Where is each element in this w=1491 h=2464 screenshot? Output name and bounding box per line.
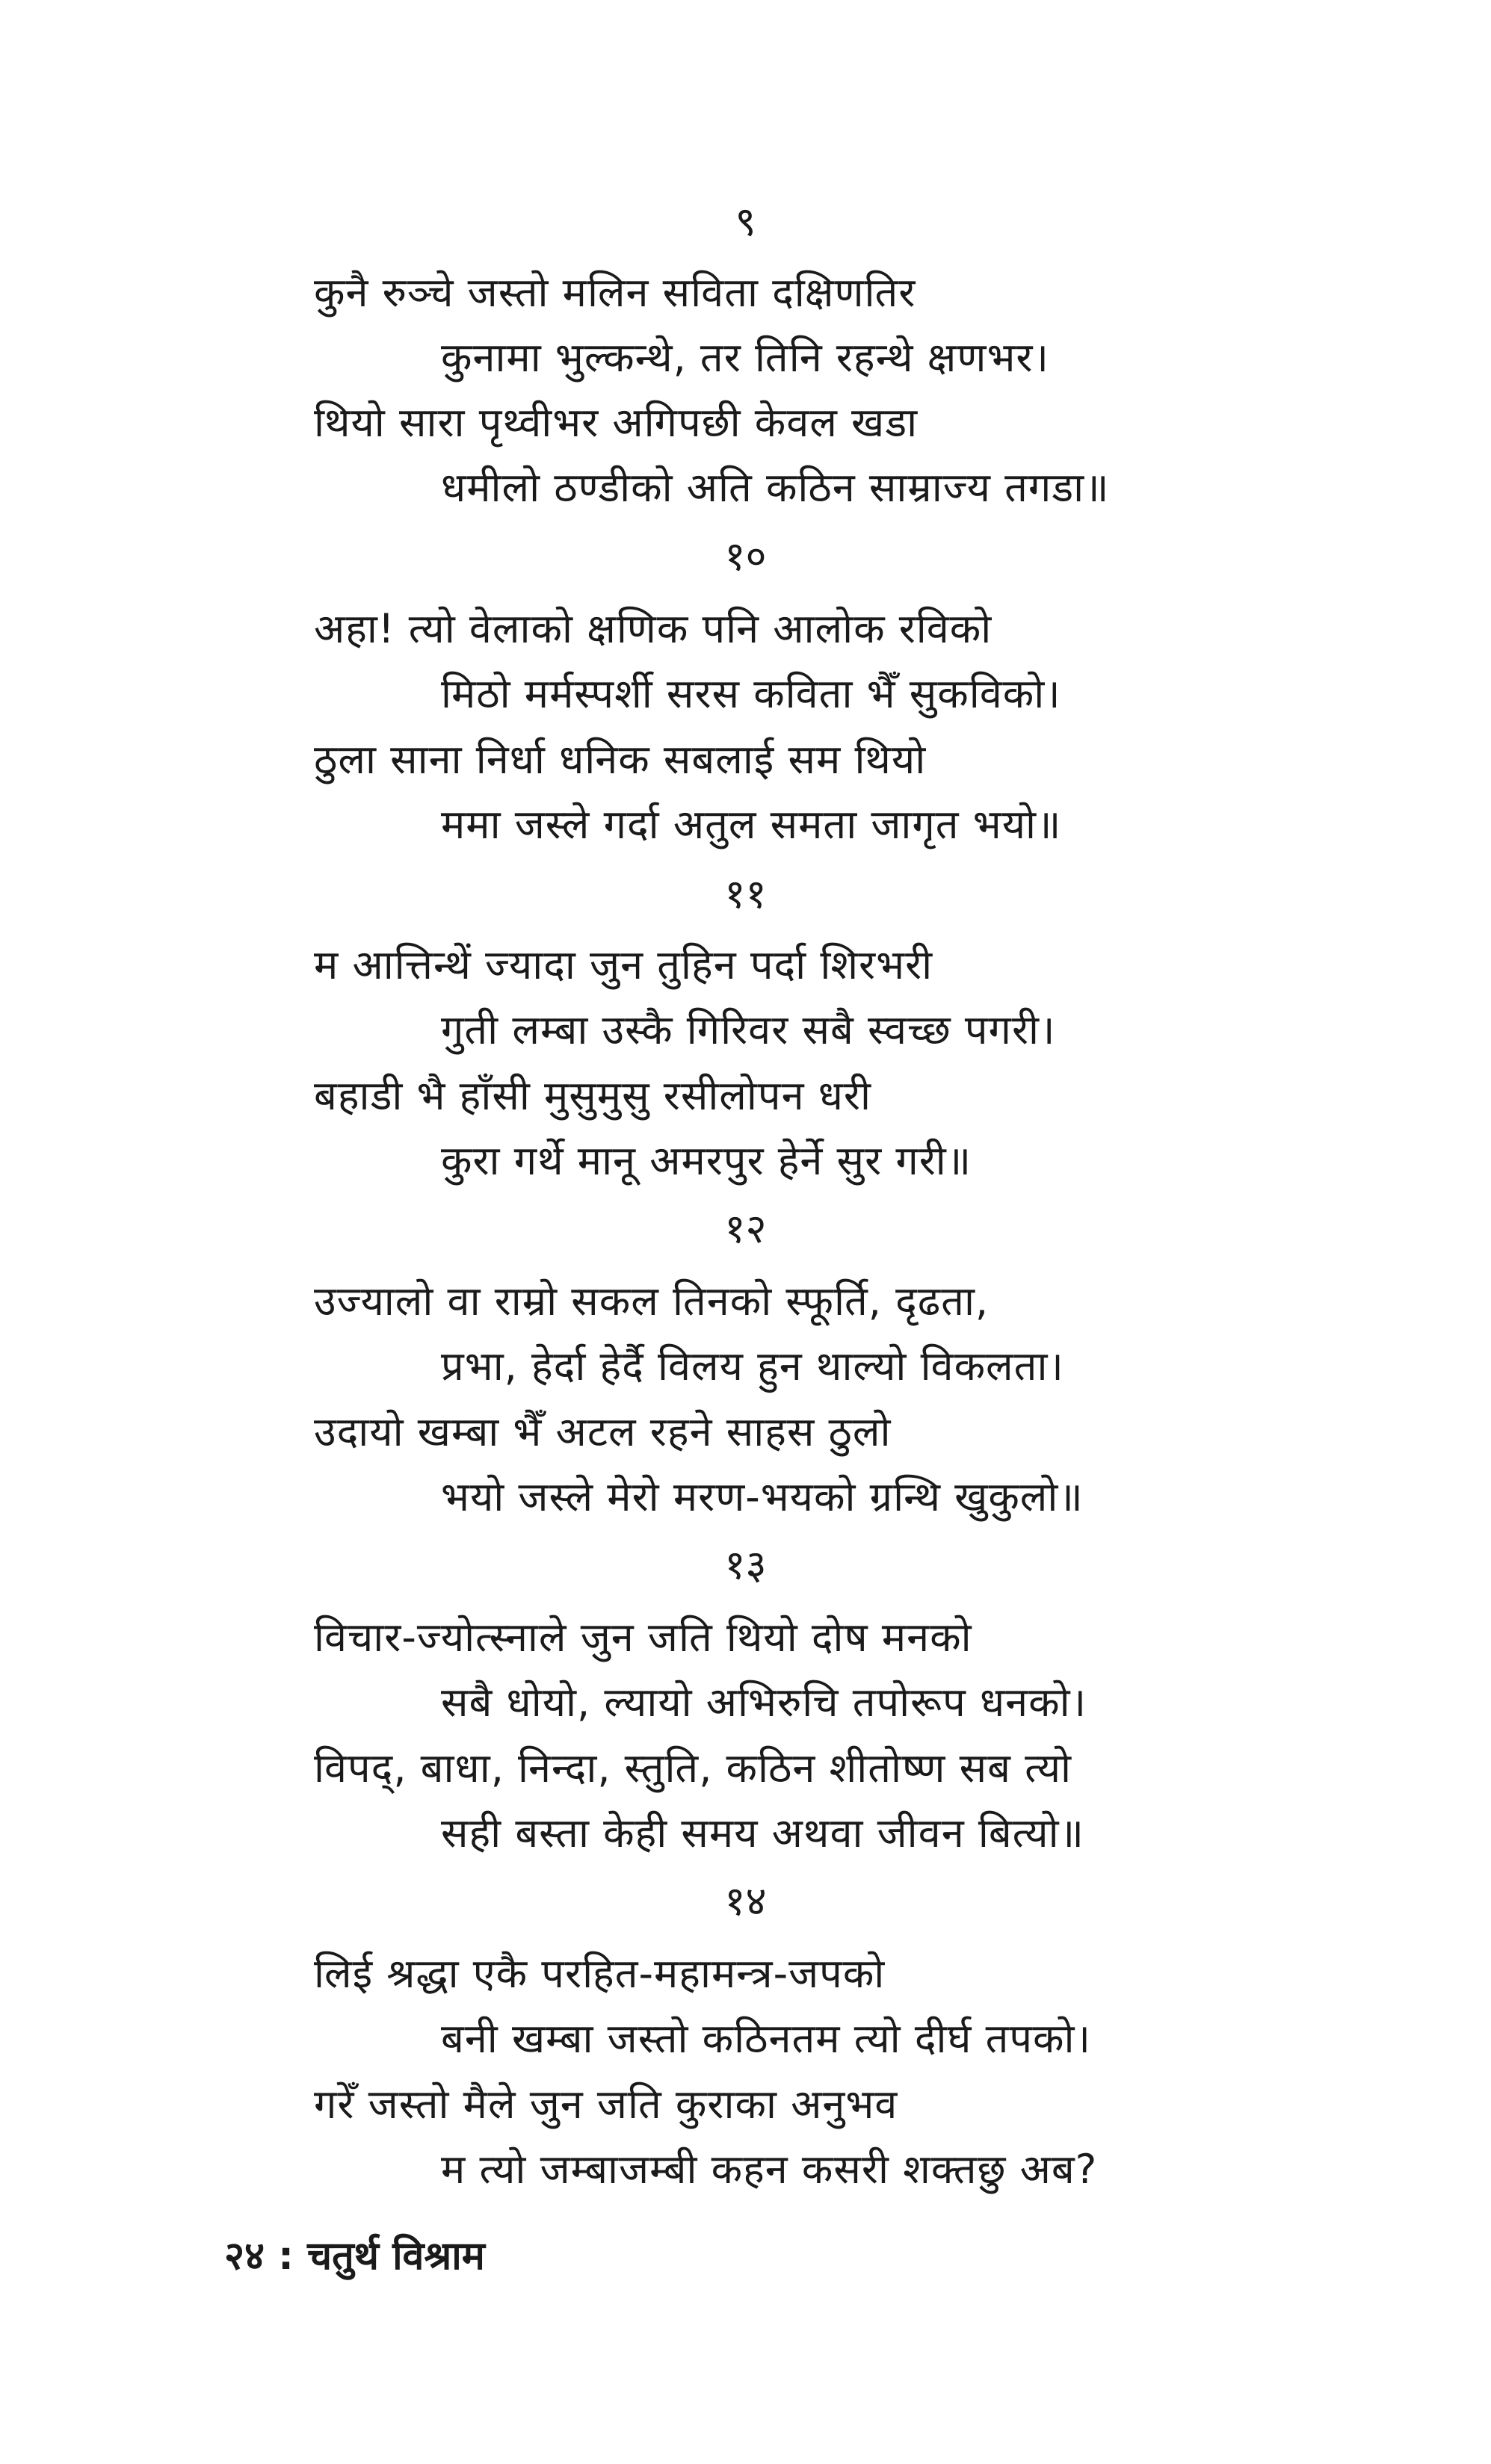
verse-line: प्रभा, हेर्दा हेर्दै विलय हुन थाल्यो विकलता। bbox=[441, 1343, 1064, 1390]
stanza-number: १३ bbox=[724, 1541, 767, 1588]
verse-line: धमीलो ठण्डीको अति कठिन साम्राज्य तगडा॥ bbox=[441, 464, 1110, 511]
verse-line: भयो जस्ले मेरो मरण-भयको ग्रन्थि खुकुलो॥ bbox=[441, 1473, 1084, 1520]
verse-line: विचार-ज्योत्स्नाले जुन जति थियो दोष मनको bbox=[314, 1614, 972, 1661]
verse-line: कुनै रुञ्चे जस्तो मलिन सविता दक्षिणतिर bbox=[314, 269, 916, 316]
verse-line: सही बस्ता केही समय अथवा जीवन बित्यो॥ bbox=[441, 1810, 1084, 1857]
verse-line: कुरा गर्थे मानू अमरपुर हेर्ने सुर गरी॥ bbox=[441, 1137, 972, 1184]
verse-line: उज्यालो वा राम्रो सकल तिनको स्फूर्ति, दृढता, bbox=[314, 1278, 990, 1325]
stanza-number: १२ bbox=[724, 1205, 767, 1252]
verse-line: म त्यो जम्बाजम्बी कहन कसरी शक्तछु अब? bbox=[441, 2146, 1098, 2193]
stanza-number: ९ bbox=[735, 198, 756, 245]
page-footer: २४ : चतुर्थ विश्राम bbox=[224, 2234, 485, 2279]
stanza-number: ११ bbox=[724, 870, 767, 917]
verse-line: गरेँ जस्तो मैले जुन जति कुराका अनुभव bbox=[314, 2081, 898, 2128]
verse-line: मिठो मर्मस्पर्शी सरस कविता भैँ सुकविको। bbox=[441, 670, 1061, 717]
verse-line: लिई श्रद्धा एकै परहित-महामन्त्र-जपको bbox=[314, 1950, 886, 1997]
verse-line: ठुला साना निर्धा धनिक सबलाई सम थियो bbox=[314, 736, 927, 783]
verse-line: ममा जस्ले गर्दा अतुल समता जागृत भयो॥ bbox=[441, 801, 1062, 848]
verse-line: कुनामा भुल्कन्थे, तर तिनि रहन्थे क्षणभर। bbox=[441, 334, 1049, 381]
stanza-number: १४ bbox=[724, 1878, 767, 1925]
verse-line: उदायो खम्बा भैँ अटल रहने साहस ठुलो bbox=[314, 1408, 892, 1455]
stanza-number: १० bbox=[724, 533, 767, 580]
verse-line: गुती लम्बा उस्कै गिरिवर सबै स्वच्छ पगरी। bbox=[441, 1006, 1056, 1053]
verse-line: सबै धोयो, ल्यायो अभिरुचि तपोरूप धनको। bbox=[441, 1679, 1087, 1726]
verse-line: थियो सारा पृथ्वीभर अगिपछी केवल खडा bbox=[314, 399, 919, 446]
verse-line: अहा! त्यो वेलाको क्षणिक पनि आलोक रविको bbox=[314, 605, 993, 652]
verse-line: विपद्, बाधा, निन्दा, स्तुति, कठिन शीतोष्ण सब त्यो bbox=[314, 1745, 1072, 1792]
verse-line: बनी खम्बा जस्तो कठिनतम त्यो दीर्घ तपको। bbox=[441, 2015, 1091, 2062]
verse-line: बहाडी भै हाँसी मुसुमुसु रसीलोपन धरी bbox=[314, 1072, 871, 1119]
verse-line: म आत्तिन्थें ज्यादा जुन तुहिन पर्दा शिरभरी bbox=[314, 941, 933, 988]
